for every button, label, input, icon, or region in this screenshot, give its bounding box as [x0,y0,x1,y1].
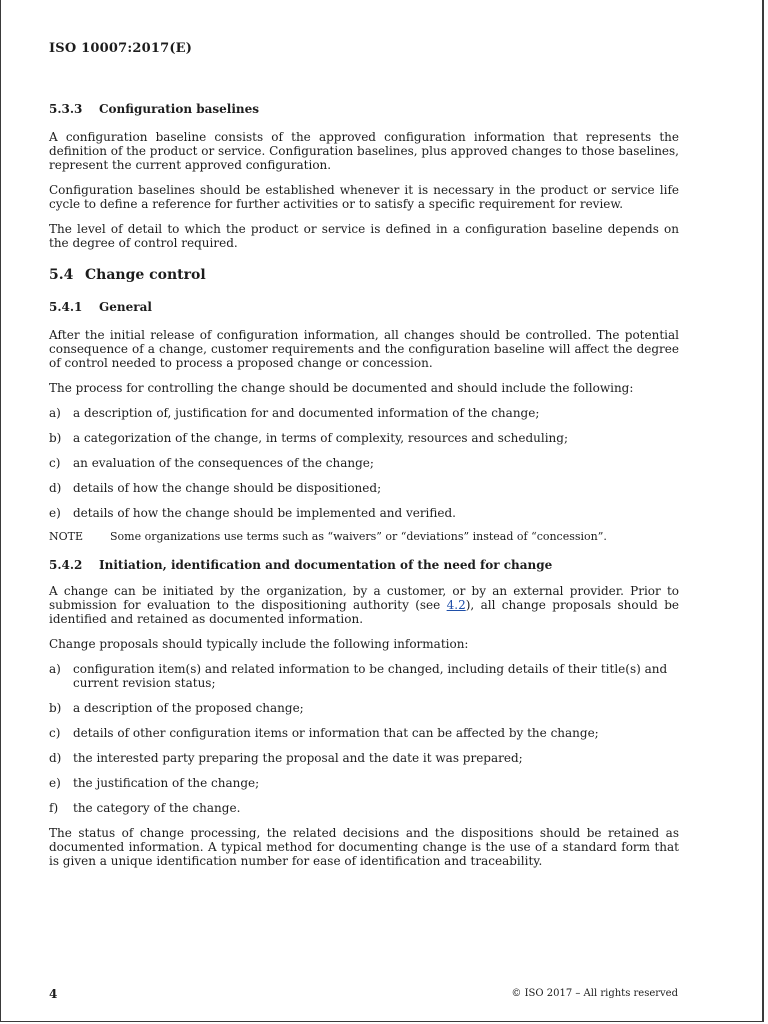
list-text: a categorization of the change, in terms of complexity, resources and scheduling; [73,431,569,445]
note-text: Some organizations use terms such as “waivers” or “deviations” instead of “concession”. [110,530,607,543]
list-item [49,751,679,765]
heading-number: 5.4.1 [49,300,83,314]
heading-title: Initiation, identification and documentation of the need for change [99,558,553,572]
heading-number: 5.3.3 [49,102,83,116]
paragraph: The status of change processing, the related decisions and the dispositions should be retained as documented information. A typical method for documenting change is the use of a standard form that is given a unique identification number for ease of identification and traceability. [49,826,679,868]
paragraph: The level of detail to which the product or service is defined in a configuration baseline depends on the degree of control required. [49,222,679,250]
list-label: b) [49,431,62,445]
list-item [49,481,679,495]
list-label: e) [49,506,61,520]
list-item [49,801,679,815]
list-label: e) [49,776,61,790]
list-label: d) [49,481,62,495]
paragraph: A configuration baseline consists of the approved configuration information that represents the definition of the product or service. Configuration baselines, plus approved changes to those baselines, represent the current approved configuration. [49,130,679,172]
list-label: c) [49,456,61,470]
list-item [49,431,679,445]
page-number: 4 [49,987,58,1001]
list-text: the category of the change. [73,801,241,815]
list-label: f) [49,801,59,815]
document-id: ISO 10007:2017(E) [49,41,193,56]
list-item [49,776,679,790]
list-text: configuration item(s) and related information to be changed, including details of their title(s) and current revision status; [73,662,668,690]
paragraph [49,584,679,626]
heading-title: General [99,300,152,314]
list-label: a) [49,662,61,676]
paragraph: After the initial release of configuration information, all changes should be controlled. The potential consequence of a change, customer requirements and the configuration baseline will affect the degree of control needed to process a proposed change or concession. [49,328,679,370]
heading-number: 5.4 [49,267,74,283]
list-text: an evaluation of the consequences of the change; [73,456,374,470]
note [49,530,679,544]
list-label: c) [49,726,61,740]
paragraph: The process for controlling the change should be documented and should include the following: [49,381,634,395]
heading-5-3-3 [49,102,679,116]
list-text: a description of the proposed change; [73,701,304,715]
list-item [49,506,679,520]
heading-5-4 [49,267,679,283]
copyright-notice: © ISO 2017 – All rights reserved [511,988,678,999]
paragraph: Change proposals should typically include the following information: [49,637,469,651]
heading-5-4-2 [49,558,679,572]
list-text: details of how the change should be implemented and verified. [73,506,456,520]
list-item [49,406,679,420]
heading-title: Change control [85,267,206,283]
clause-reference-link[interactable]: 4.2 [446,598,466,612]
list-label: b) [49,701,62,715]
heading-5-4-1 [49,300,679,314]
paragraph: Configuration baselines should be established whenever it is necessary in the product or service life cycle to define a reference for further activities or to satisfy a specific requirement for review. [49,183,679,211]
paragraph-text: ), all change proposals should be identified and retained as documented information. [49,598,679,626]
page-body [49,102,679,868]
note-label: NOTE [49,530,84,543]
heading-title: Configuration baselines [99,102,260,116]
heading-number: 5.4.2 [49,558,83,572]
list-text: details of other configuration items or information that can be affected by the change; [73,726,599,740]
list-text: the interested party preparing the proposal and the date it was prepared; [73,751,523,765]
list-item [49,726,679,740]
list-text: the justification of the change; [73,776,260,790]
list-text: a description of, justification for and documented information of the change; [73,406,540,420]
paragraph-text: A change can be initiated by the organization, by a customer, or by an external provider. Prior to submission for evaluation to the dispositioning authority (see [49,584,679,612]
list-item [49,662,679,690]
list-item [49,456,679,470]
list-text: details of how the change should be dispositioned; [73,481,382,495]
list-item [49,701,679,715]
list-label: d) [49,751,62,765]
list-label: a) [49,406,61,420]
